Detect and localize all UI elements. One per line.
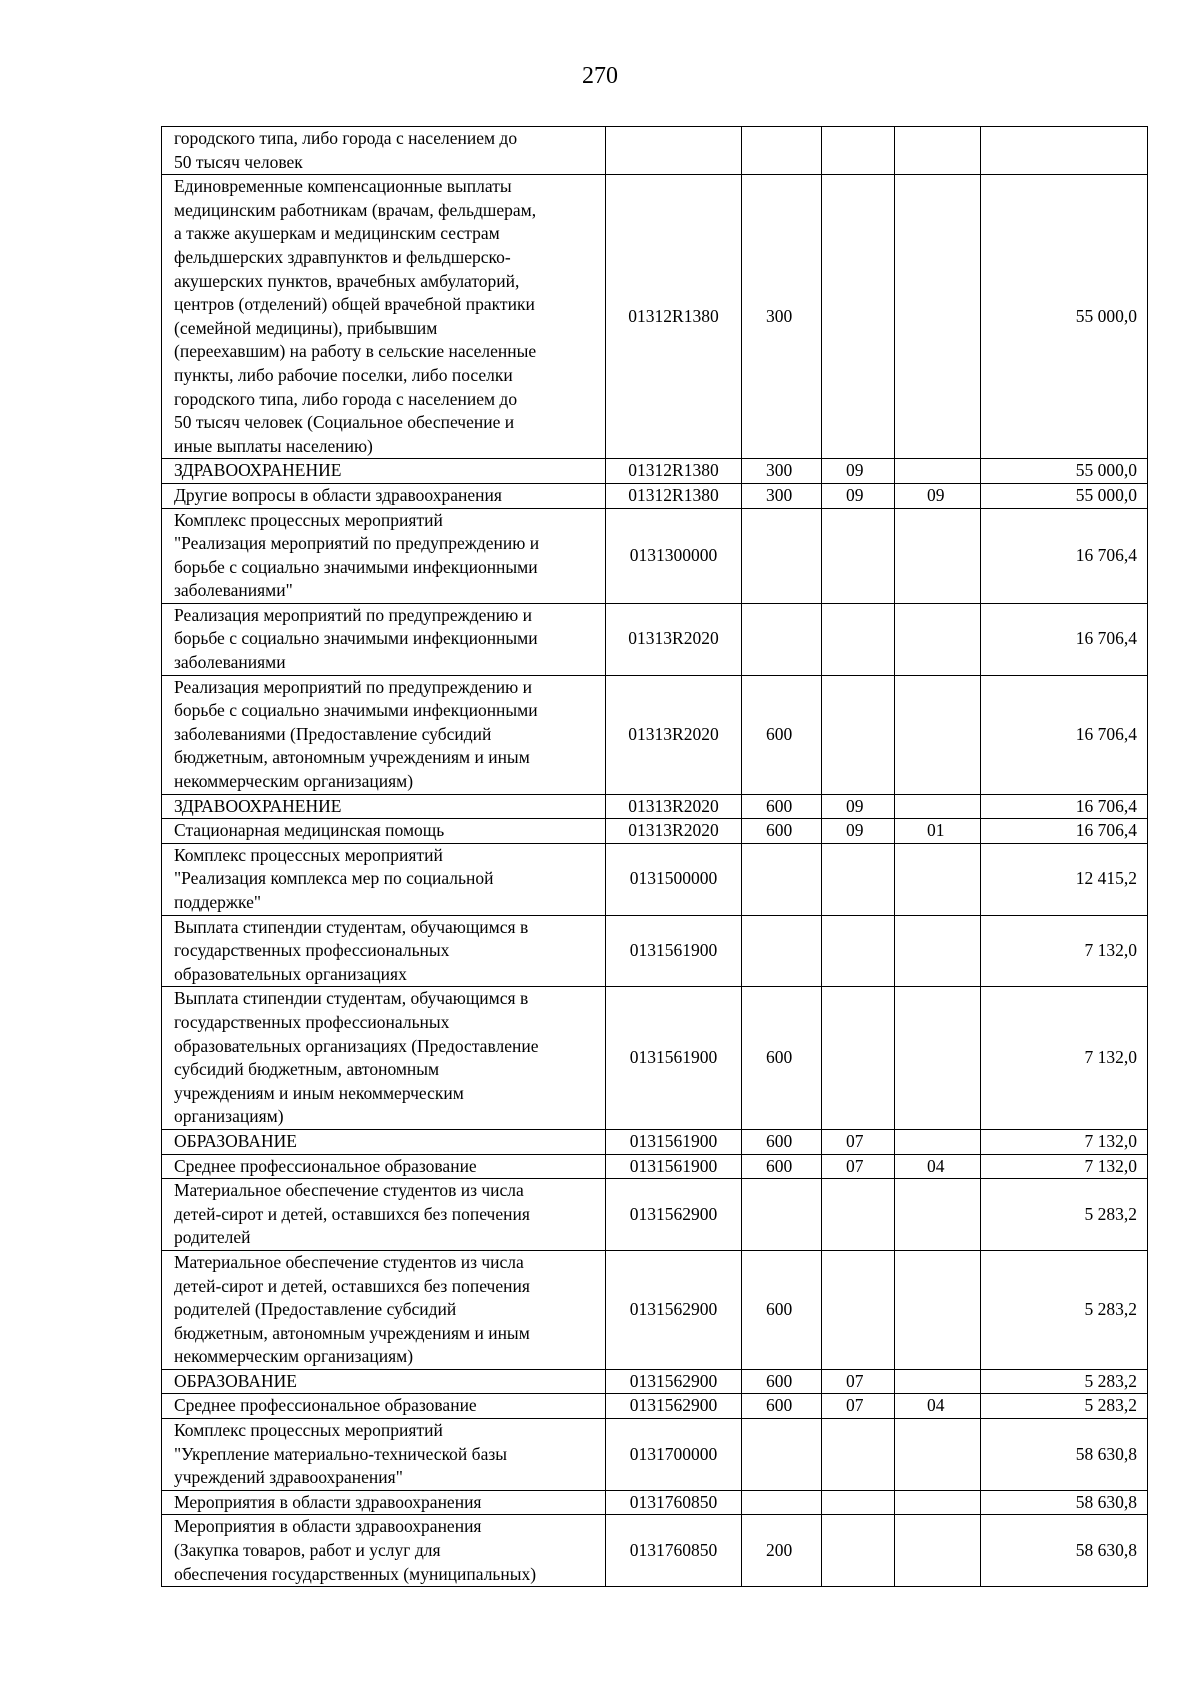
row-section-cell [822, 843, 895, 915]
table-row [162, 175, 1148, 459]
row-expense-type-cell: 600 [742, 1369, 822, 1394]
row-section-cell [822, 1419, 895, 1491]
row-subsection-cell [895, 843, 981, 915]
table-row [162, 915, 1148, 987]
row-name-cell: Другие вопросы в области здравоохранения [162, 483, 606, 508]
row-section-cell: 09 [822, 459, 895, 484]
row-name-cell: ОБРАЗОВАНИЕ [162, 1129, 606, 1154]
row-name-cell: ОБРАЗОВАНИЕ [162, 1369, 606, 1394]
row-name-cell: Единовременные компенсационные выплаты медицинским работникам (врачам, фельдшерам, а также акушеркам и медицинским сестрам фельдшерских здравпунктов и фельдшерско- акушерских пунктов, врачебных амбулаторий, центров (отделений) общей врачебной практики (семейной медицины), прибывшим (переехавшим) на работу в сельские населенные пункты, либо рабочие поселки, либо поселки городского типа, либо города с населением до 50 тысяч человек (Социальное обеспечение и иные выплаты населению) [162, 175, 606, 459]
row-name-cell: Мероприятия в области здравоохранения (Закупка товаров, работ и услуг для обеспечения государственных (муниципальных) [162, 1515, 606, 1587]
row-name-cell: Материальное обеспечение студентов из числа детей-сирот и детей, оставшихся без попечения родителей (Предоставление субсидий бюджетным, автономным учреждениям и иным некоммерческим организациям) [162, 1250, 606, 1369]
row-code-cell: 01313R2020 [606, 603, 742, 675]
row-section-cell: 09 [822, 794, 895, 819]
row-subsection-cell [895, 1250, 981, 1369]
row-expense-type-cell: 300 [742, 459, 822, 484]
row-code-cell: 0131500000 [606, 843, 742, 915]
row-subsection-cell [895, 459, 981, 484]
row-section-cell [822, 127, 895, 175]
row-expense-type-cell [742, 508, 822, 603]
row-code-cell: 0131561900 [606, 1129, 742, 1154]
row-amount-cell: 7 132,0 [981, 915, 1148, 987]
row-name-cell: Комплекс процессных мероприятий "Укрепление материально-технической базы учреждений здравоохранения" [162, 1419, 606, 1491]
row-amount-cell: 58 630,8 [981, 1419, 1148, 1491]
row-subsection-cell: 01 [895, 819, 981, 844]
table-row [162, 1129, 1148, 1154]
row-subsection-cell [895, 987, 981, 1130]
row-code-cell: 0131562900 [606, 1179, 742, 1251]
row-name-cell: Реализация мероприятий по предупреждению и борьбе с социально значимыми инфекционными заболеваниями [162, 603, 606, 675]
row-expense-type-cell: 600 [742, 1154, 822, 1179]
row-subsection-cell [895, 1179, 981, 1251]
row-amount-cell: 16 706,4 [981, 508, 1148, 603]
row-subsection-cell [895, 675, 981, 794]
row-code-cell: 0131561900 [606, 915, 742, 987]
row-section-cell [822, 675, 895, 794]
table-row [162, 794, 1148, 819]
table-row [162, 1490, 1148, 1515]
row-amount-cell: 5 283,2 [981, 1394, 1148, 1419]
row-subsection-cell [895, 508, 981, 603]
row-name-cell: Комплекс процессных мероприятий "Реализация мероприятий по предупреждению и борьбе с социально значимыми инфекционными заболеваниями" [162, 508, 606, 603]
row-subsection-cell [895, 1129, 981, 1154]
row-code-cell: 0131300000 [606, 508, 742, 603]
row-code-cell: 01313R2020 [606, 819, 742, 844]
row-expense-type-cell: 600 [742, 1394, 822, 1419]
row-expense-type-cell: 200 [742, 1515, 822, 1587]
row-code-cell: 0131562900 [606, 1369, 742, 1394]
row-expense-type-cell [742, 1179, 822, 1251]
row-amount-cell: 58 630,8 [981, 1490, 1148, 1515]
row-code-cell: 0131700000 [606, 1419, 742, 1491]
row-code-cell [606, 127, 742, 175]
row-section-cell [822, 175, 895, 459]
row-section-cell: 07 [822, 1369, 895, 1394]
table-row [162, 459, 1148, 484]
row-subsection-cell: 04 [895, 1394, 981, 1419]
row-amount-cell: 7 132,0 [981, 1129, 1148, 1154]
budget-table [161, 126, 1148, 1587]
row-section-cell: 07 [822, 1129, 895, 1154]
row-expense-type-cell [742, 127, 822, 175]
row-amount-cell: 55 000,0 [981, 459, 1148, 484]
row-expense-type-cell [742, 1419, 822, 1491]
row-amount-cell: 55 000,0 [981, 483, 1148, 508]
row-amount-cell: 5 283,2 [981, 1369, 1148, 1394]
row-code-cell: 01313R2020 [606, 794, 742, 819]
table-row [162, 483, 1148, 508]
row-section-cell [822, 603, 895, 675]
row-subsection-cell [895, 1419, 981, 1491]
row-code-cell: 01313R2020 [606, 675, 742, 794]
row-name-cell: Стационарная медицинская помощь [162, 819, 606, 844]
table-row [162, 603, 1148, 675]
row-section-cell [822, 1179, 895, 1251]
row-name-cell: Материальное обеспечение студентов из числа детей-сирот и детей, оставшихся без попечения родителей [162, 1179, 606, 1251]
row-subsection-cell: 09 [895, 483, 981, 508]
row-subsection-cell [895, 1490, 981, 1515]
row-code-cell: 01312R1380 [606, 175, 742, 459]
row-subsection-cell [895, 1515, 981, 1587]
table-row [162, 1515, 1148, 1587]
row-subsection-cell [895, 794, 981, 819]
row-code-cell: 01312R1380 [606, 483, 742, 508]
row-section-cell: 07 [822, 1394, 895, 1419]
table-row [162, 819, 1148, 844]
table-row [162, 843, 1148, 915]
table-row [162, 127, 1148, 175]
budget-table-body [162, 127, 1148, 1587]
row-amount-cell: 16 706,4 [981, 794, 1148, 819]
row-amount-cell [981, 127, 1148, 175]
row-section-cell [822, 1490, 895, 1515]
row-expense-type-cell [742, 843, 822, 915]
row-amount-cell: 58 630,8 [981, 1515, 1148, 1587]
row-subsection-cell [895, 915, 981, 987]
table-row [162, 987, 1148, 1130]
row-subsection-cell [895, 127, 981, 175]
table-row [162, 1154, 1148, 1179]
row-subsection-cell: 04 [895, 1154, 981, 1179]
row-code-cell: 0131562900 [606, 1394, 742, 1419]
row-section-cell [822, 508, 895, 603]
row-expense-type-cell: 600 [742, 1129, 822, 1154]
row-expense-type-cell: 300 [742, 483, 822, 508]
row-name-cell: Среднее профессиональное образование [162, 1394, 606, 1419]
row-code-cell: 0131561900 [606, 987, 742, 1130]
row-subsection-cell [895, 603, 981, 675]
row-amount-cell: 12 415,2 [981, 843, 1148, 915]
row-expense-type-cell [742, 915, 822, 987]
row-code-cell: 01312R1380 [606, 459, 742, 484]
row-code-cell: 0131760850 [606, 1515, 742, 1587]
table-row [162, 1394, 1148, 1419]
row-section-cell [822, 1515, 895, 1587]
row-expense-type-cell [742, 603, 822, 675]
row-name-cell: Среднее профессиональное образование [162, 1154, 606, 1179]
row-name-cell: ЗДРАВООХРАНЕНИЕ [162, 794, 606, 819]
row-expense-type-cell [742, 1490, 822, 1515]
row-name-cell: Выплата стипендии студентам, обучающимся в государственных профессиональных образовательных организациях [162, 915, 606, 987]
row-name-cell: городского типа, либо города с населением до 50 тысяч человек [162, 127, 606, 175]
row-expense-type-cell: 600 [742, 987, 822, 1130]
row-expense-type-cell: 600 [742, 794, 822, 819]
row-amount-cell: 5 283,2 [981, 1179, 1148, 1251]
row-expense-type-cell: 300 [742, 175, 822, 459]
table-row [162, 1250, 1148, 1369]
row-amount-cell: 16 706,4 [981, 603, 1148, 675]
row-subsection-cell [895, 175, 981, 459]
row-expense-type-cell: 600 [742, 675, 822, 794]
row-code-cell: 0131561900 [606, 1154, 742, 1179]
row-code-cell: 0131760850 [606, 1490, 742, 1515]
row-name-cell: Комплекс процессных мероприятий "Реализация комплекса мер по социальной поддержке" [162, 843, 606, 915]
row-subsection-cell [895, 1369, 981, 1394]
row-code-cell: 0131562900 [606, 1250, 742, 1369]
table-row [162, 508, 1148, 603]
row-section-cell [822, 1250, 895, 1369]
table-row [162, 1419, 1148, 1491]
row-name-cell: Мероприятия в области здравоохранения [162, 1490, 606, 1515]
row-amount-cell: 7 132,0 [981, 987, 1148, 1130]
row-amount-cell: 16 706,4 [981, 675, 1148, 794]
row-expense-type-cell: 600 [742, 1250, 822, 1369]
row-name-cell: ЗДРАВООХРАНЕНИЕ [162, 459, 606, 484]
row-name-cell: Реализация мероприятий по предупреждению и борьбе с социально значимыми инфекционными заболеваниями (Предоставление субсидий бюджетным, автономным учреждениям и иным некоммерческим организациям) [162, 675, 606, 794]
row-section-cell: 09 [822, 819, 895, 844]
table-row [162, 1179, 1148, 1251]
page-number: 270 [582, 63, 618, 89]
row-expense-type-cell: 600 [742, 819, 822, 844]
row-amount-cell: 16 706,4 [981, 819, 1148, 844]
row-section-cell [822, 915, 895, 987]
table-row [162, 675, 1148, 794]
row-amount-cell: 5 283,2 [981, 1250, 1148, 1369]
row-amount-cell: 55 000,0 [981, 175, 1148, 459]
table-row [162, 1369, 1148, 1394]
row-section-cell: 07 [822, 1154, 895, 1179]
row-name-cell: Выплата стипендии студентам, обучающимся в государственных профессиональных образовательных организациях (Предоставление субсидий бюджетным, автономным учреждениям и иным некоммерческим организациям) [162, 987, 606, 1130]
row-amount-cell: 7 132,0 [981, 1154, 1148, 1179]
row-section-cell [822, 987, 895, 1130]
row-section-cell: 09 [822, 483, 895, 508]
